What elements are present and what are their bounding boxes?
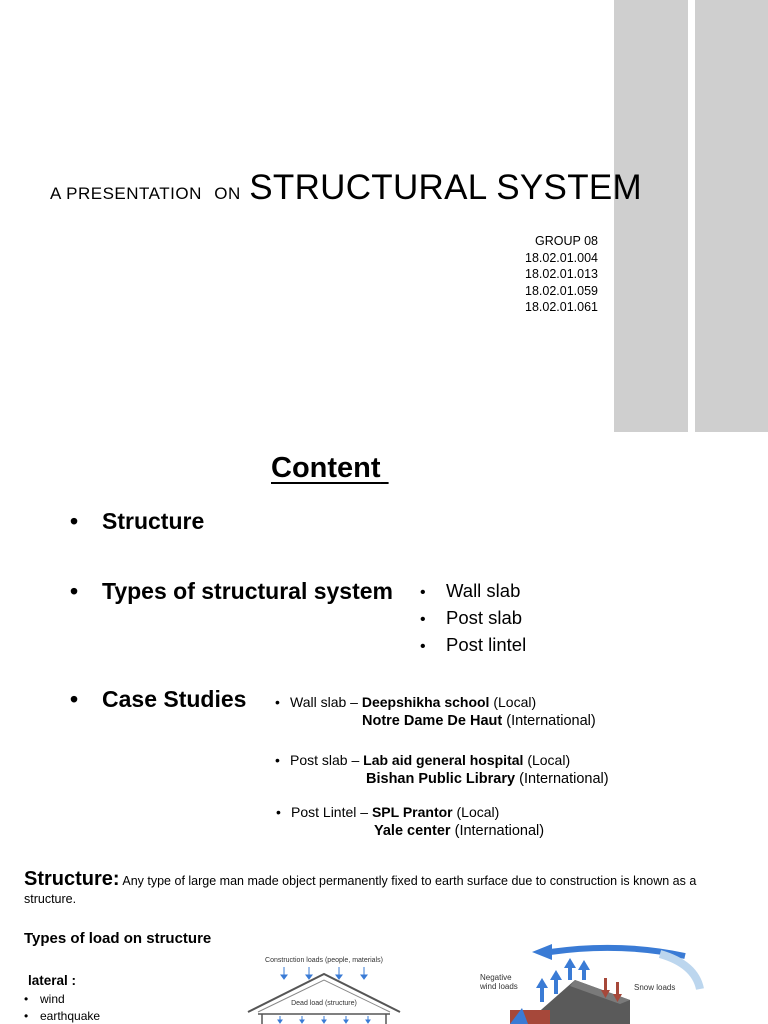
content-heading: Content [271,452,381,484]
content-slide [0,432,768,850]
down-arrows-bottom [278,1016,370,1023]
bullet-icon: • [70,578,79,604]
content-item-types: • Types of structural system [70,578,394,604]
roof-loads-illustration [470,944,710,1024]
bullet-icon: • [420,611,426,628]
bullet-icon: • [70,686,79,712]
construction-loads-label: Construction loads (people, materials) [265,957,383,964]
student-id: 18.02.01.059 [525,283,598,298]
decorative-bar-right [695,0,768,432]
decorative-bar-left [614,0,688,432]
negative-wind-label: Negative [480,973,512,982]
content-item-structure: • Structure [70,508,205,534]
content-item-case-studies: • Case Studies [70,686,247,712]
structure-lead: Structure: [24,868,120,890]
case-post-lintel-intl: Yale center (International) [374,823,545,839]
case-wall-slab: • Wall slab – Deepshikha school (Local) [275,694,537,710]
structure-definition [24,870,724,908]
dead-load-label: Dead load (structure) [291,1000,357,1007]
group-info [525,233,598,316]
list-item: • Wall slab [420,578,526,605]
title-slide [0,0,768,432]
lateral-list [24,991,100,1024]
title-main: STRUCTURAL SYSTEM [249,168,642,207]
title-prefix: A PRESENTATION [50,184,202,203]
presentation-title [50,168,642,208]
case-post-slab: • Post slab – Lab aid general hospital (Local) [275,752,571,768]
bullet-icon: • [420,584,426,601]
negative-wind-label-2: wind loads [480,982,518,991]
structure-slide [0,850,768,1024]
load-diagram-house [244,954,404,1024]
list-item: • wind [24,992,65,1006]
system-types-list [420,578,526,659]
bullet-icon: • [24,992,29,1006]
bullet-icon: • [275,752,280,768]
bullet-icon: • [276,804,281,820]
student-id: 18.02.01.004 [525,250,598,265]
list-item: • earthquake [24,1009,101,1023]
title-prefix-on: ON [214,184,241,203]
definition-text: Any type of large man made object permanently fixed to earth surface due to construction is known as a structure. [24,874,697,906]
student-id: 18.02.01.013 [525,267,598,282]
case-wall-slab-intl: Notre Dame De Haut (International) [362,713,596,729]
case-post-lintel: • Post Lintel – SPL Prantor (Local) [276,804,500,820]
bullet-icon: • [275,694,280,710]
list-item: • Post lintel [420,632,526,659]
load-types-heading: Types of load on structure [24,930,212,947]
student-id: 18.02.01.061 [525,300,598,315]
bullet-icon: • [420,638,426,655]
snow-loads-label: Snow loads [634,983,676,992]
case-post-slab-intl: Bishan Public Library (International) [366,771,609,787]
list-item: • Post slab [420,605,526,632]
bullet-icon: • [70,508,79,534]
lateral-heading: lateral : [28,973,77,988]
bullet-icon: • [24,1009,29,1023]
group-label: GROUP 08 [535,234,598,248]
